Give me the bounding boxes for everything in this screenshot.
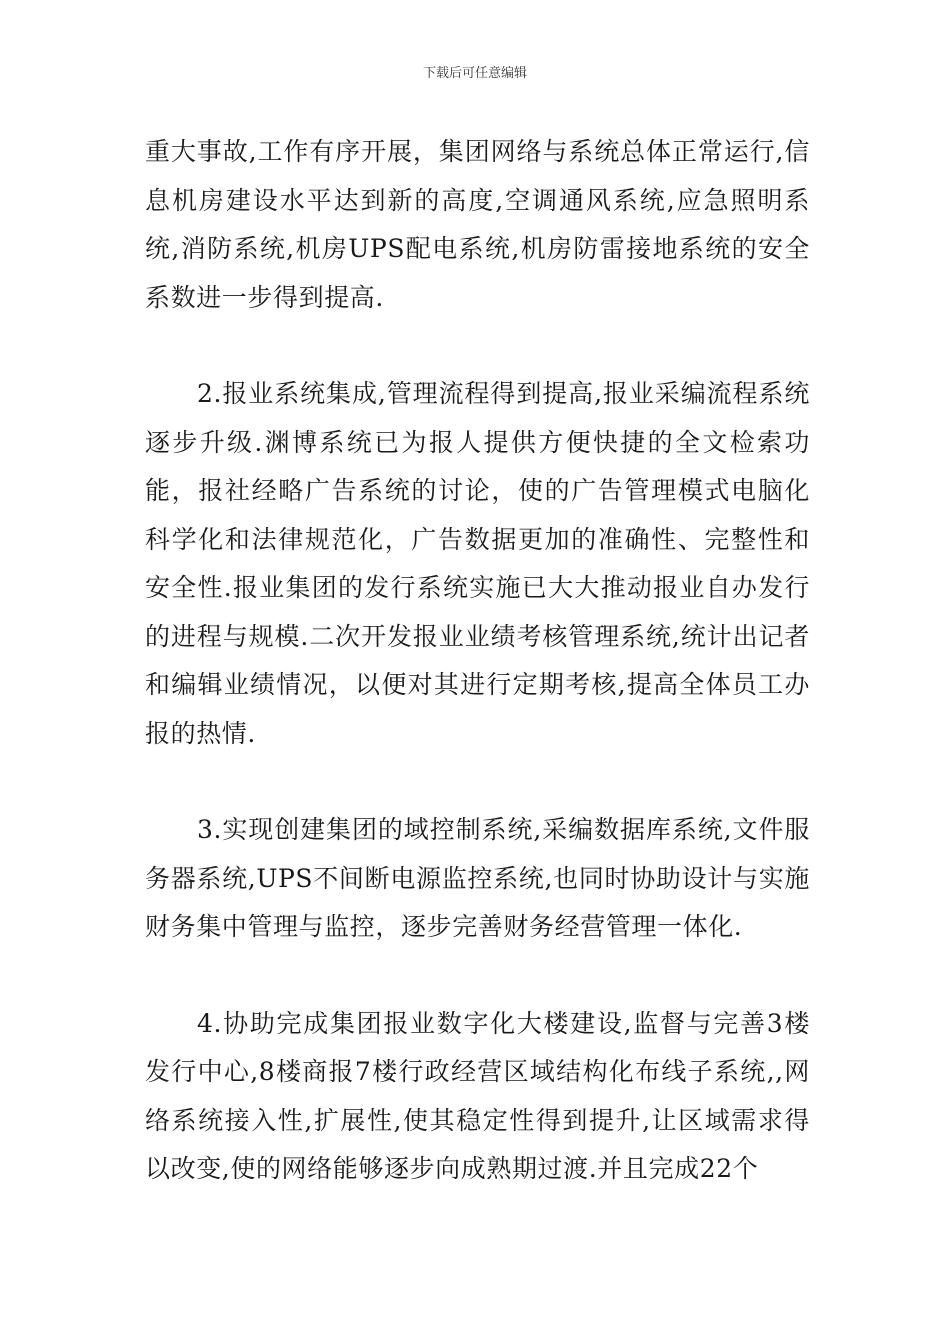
paragraph-spacer xyxy=(145,758,810,806)
paragraph-item-4: 4.协助完成集团报业数字化大楼建设,监督与完善3楼发行中心,8楼商报7楼行政经营区域结构化布线子系统,,网络系统接入性,扩展性,使其稳定性得到提升,让区域需求得以改变,使的网络能够逐步向成熟期过渡.并且完成22个 xyxy=(145,1008,810,1183)
paragraph-continuation: 重大事故,工作有序开展，集团网络与系统总体正常运行,信息机房建设水平达到新的高度,空调通风系统,应急照明系统,消防系统,机房UPS配电系统,机房防雷接地系统的安全系数进一步得到提高. xyxy=(145,137,810,312)
paragraph-spacer xyxy=(145,322,810,370)
paragraph-item-2: 2.报业系统集成,管理流程得到提高,报业采编流程系统逐步升级.渊博系统已为报人提供方便快捷的全文检索功能，报社经略广告系统的讨论，使的广告管理模式电脑化科学化和法律规范化，广告数据更加的准确性、完整性和安全性.报业集团的发行系统实施已大大推动报业自办发行的进程与规模.二次开发报业业绩考核管理系统,统计出记者和编辑业绩情况，以便对其进行定期考核,提高全体员工办报的热情. xyxy=(145,379,810,748)
document-body xyxy=(145,128,810,1194)
paragraph-item-3: 3.实现创建集团的域控制系统,采编数据库系统,文件服务器系统,UPS不间断电源监控系统,也同时协助设计与实施财务集中管理与监控，逐步完善财务经营管理一体化. xyxy=(145,815,810,941)
paragraph-spacer xyxy=(145,952,810,1000)
page-header-note: 下载后可任意编辑 xyxy=(422,66,527,81)
